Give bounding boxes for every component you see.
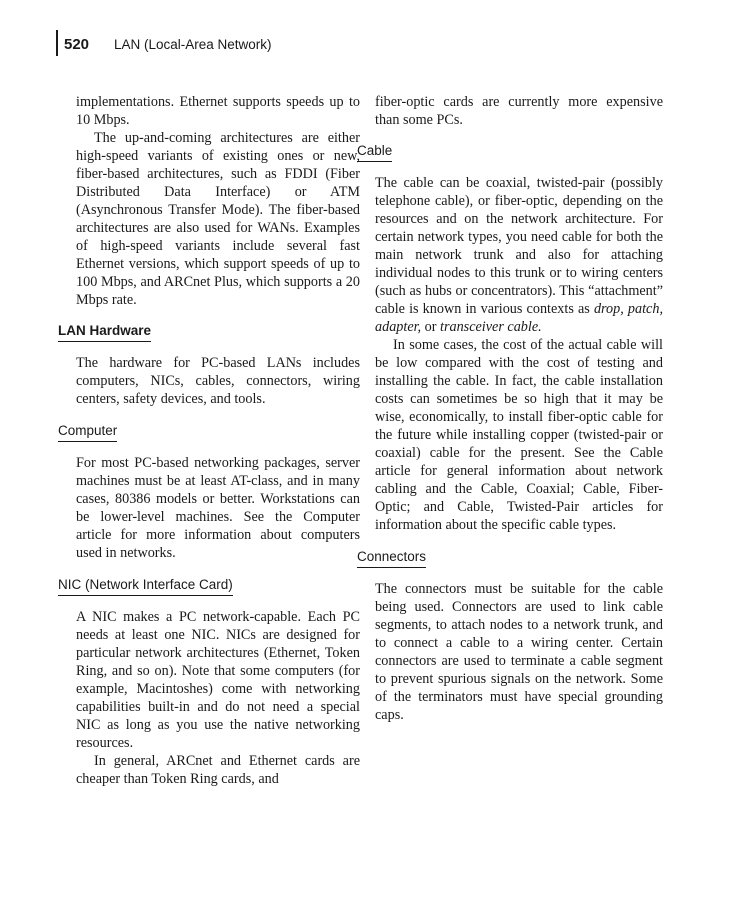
paragraph: The up-and-coming architectures are either high-speed variants of existing ones or new, fiber-based architectures, such as FDDI (Fiber Distributed Data Interface) or ATM (Asynchronous Transfer Mode). The fiber-based architectures are also used for WANs. Examples of high-speed variants include several fast Ethernet versions, which support speeds of up to 100 Mbps, and ARCnet Plus, which supports a 20 Mbps rate. — [76, 130, 360, 308]
paragraph: In some cases, the cost of the actual cable will be low compared with the cost of testing and installing the cable. In fact, the cable installation costs can sometimes be so high that it may be wise, economically, to install fiber-optic cable for the future while installing copper (twisted-pair or coaxial) cable for the present. See the Cable article for general information about network cabling and the Cable, Coaxial; Cable, Fiber-Optic; and Cable, Twisted-Pair articles for information about the specific cable types. — [375, 337, 663, 533]
paragraph: The hardware for PC-based LANs includes computers, NICs, cables, connectors, wiring centers, safety devices, and tools. — [76, 355, 360, 407]
paragraph: A NIC makes a PC network-capable. Each PC needs at least one NIC. NICs are designed for particular network architectures (Ethernet, Token Ring, and so on). Note that some computers (for example, Macintoshes) come with networking capabilities built-in and do not need a special NIC as long as you use the native networking resources. — [76, 609, 360, 751]
paragraph: The connectors must be suitable for the cable being used. Connectors are used to link cable segments, to attach nodes to a network trunk, and to connect a cable to a wiring center. Certain connectors are used to terminate a cable segment to prevent spurious signals on the network. Some of the terminators must have special grounding caps. — [375, 581, 663, 723]
paragraph-text: The cable can be coaxial, twisted-pair (possibly telephone cable), or fiber-optic, depending on the resources and on the network architecture. For certain network types, you need cable for both the main network trunk and also for attaching individual nodes to this trunk or to wiring centers (such as hubs or concentrators). This “attachment” cable is known in various contexts as — [375, 175, 663, 317]
subsection-heading-connectors: Connectors — [357, 548, 426, 568]
section-heading-lan-hardware: LAN Hardware — [58, 322, 151, 342]
paragraph: fiber-optic cards are currently more expensive than some PCs. — [375, 94, 663, 128]
paragraph: implementations. Ethernet supports speeds up to 10 Mbps. — [76, 94, 360, 128]
running-title: LAN (Local-Area Network) — [114, 37, 272, 52]
paragraph-text: or — [421, 319, 441, 335]
left-column — [58, 93, 360, 788]
subsection-heading-computer: Computer — [58, 422, 117, 442]
italic-term: transceiver cable. — [440, 319, 542, 335]
italic-terms: drop, patch, adapter, — [375, 301, 663, 335]
paragraph: For most PC-based networking packages, server machines must be at least AT-class, and in many cases, 80386 models or better. Workstations can be lower-level machines. See the Computer article for more information about computers used in networks. — [76, 455, 360, 561]
right-column — [357, 93, 663, 724]
paragraph: In general, ARCnet and Ethernet cards are cheaper than Token Ring cards, and — [76, 753, 360, 787]
subsection-heading-cable: Cable — [357, 142, 392, 162]
header-rule — [56, 30, 58, 56]
page-number: 520 — [64, 36, 90, 53]
subsection-heading-nic: NIC (Network Interface Card) — [58, 576, 233, 596]
paragraph — [375, 174, 663, 336]
